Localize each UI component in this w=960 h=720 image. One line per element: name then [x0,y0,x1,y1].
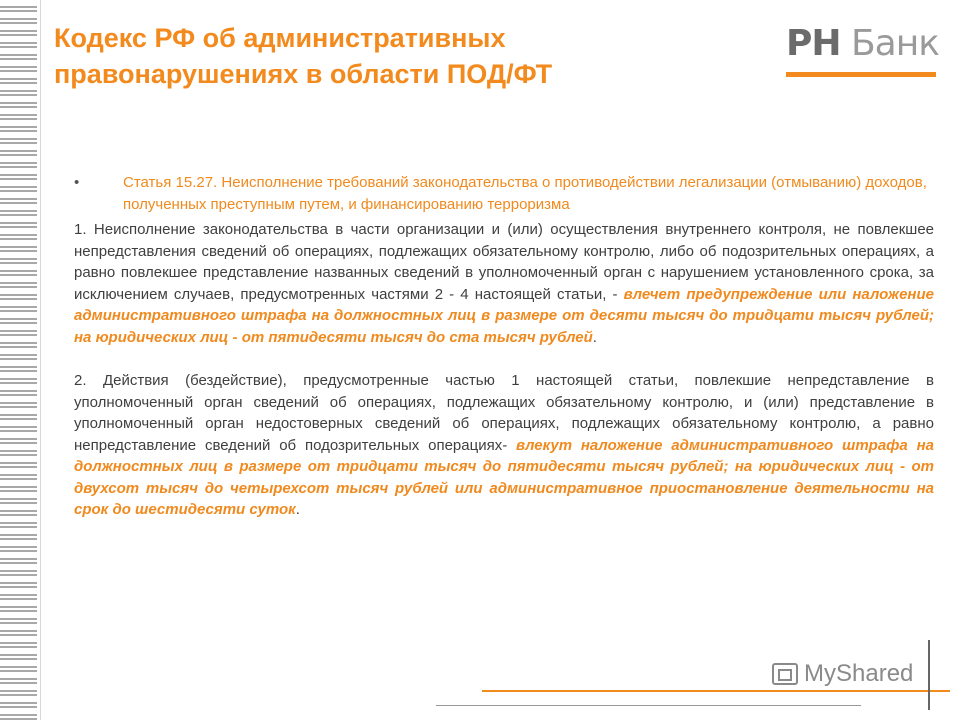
logo-underline [786,72,936,77]
paragraph-2 [74,370,934,521]
title-line-2: правонарушениях в области ПОД/ФТ [54,59,553,89]
notebook-binding-rail [0,0,41,720]
paragraph-2-end: . [295,501,300,518]
logo-rn-part: РН [786,23,841,64]
paragraph-2-highlight: влекут наложение административного штрафа на должностных лиц в размере от тридцати тысяч до пятидесяти тысяч рублей; на юридических лиц - от двухсот тысяч до четырехсот тысяч рублей или административное приостановление деятельности на срок до шестидесяти суток [74,436,934,518]
logo-bank-part: Банк [840,23,939,64]
paragraph-2-text: 2. Действия (бездействие), предусмотренные частью 1 настоящей статьи, повлекшие непредставление в уполномоченный орган сведений об операциях, подлежащих обязательному контролю, и (или) представление в уполномоченный орган недостоверных сведений об операциях, подлежащих обязательному контролю, а равно непредставление сведений об подозрительных операциях- [74,372,934,454]
bullet-icon: • [74,174,80,191]
article-heading: Статья 15.27. Неисполнение требований законодательства о противодействии легализации (отмыванию) доходов, полученных преступным путем, и финансированию терроризма [123,174,927,213]
presentation-icon [772,663,798,685]
paragraph-1-text: 1. Неисполнение законодательства в части организации и (или) осуществления внутреннего контроля, не повлекшее непредставления сведений об операциях, подлежащих обязательному контролю, либо об подозрительных операциях, а равно повлекшее представление названных сведений в уполномоченный орган с нарушением установленного срока, за исключением случаев, предусмотренных частями 2 - 4 настоящей статьи, - [74,221,934,303]
footer-gray-line [436,705,861,706]
slide-body [74,172,934,521]
article-bullet [74,172,934,215]
paragraph-1-end: . [592,328,597,346]
slide-title [54,20,674,92]
watermark-text: MyShared [804,660,914,687]
paragraph-1 [74,219,934,348]
myshared-watermark [772,660,913,688]
footer-accent-line [482,690,950,692]
paragraph-1-highlight: влечет предупреждение или наложение административного штрафа на должностных лиц в размере от десяти тысяч до тридцати тысяч рублей; на юридических лиц - от пятидесяти тысяч до ста тысяч рублей [74,285,934,346]
footer-vertical-line [928,640,930,710]
title-line-1: Кодекс РФ об административных [54,23,506,53]
bank-logo [786,20,939,77]
bank-logo-text [786,20,939,68]
